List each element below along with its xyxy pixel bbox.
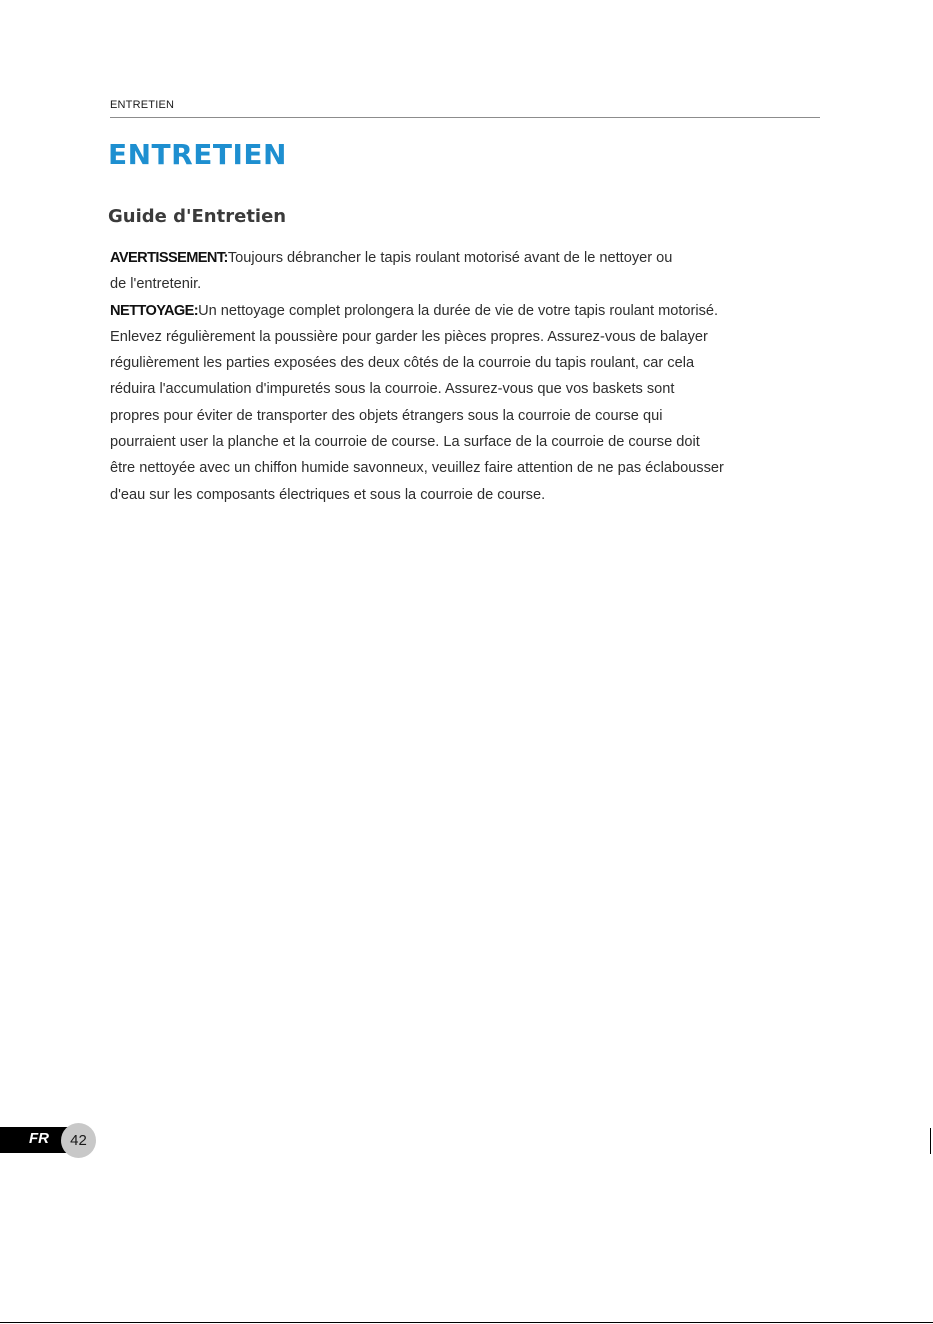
crop-mark	[930, 1128, 931, 1154]
cleaning-line: propres pour éviter de transporter des objets étrangers sous la courroie de course qui	[110, 407, 663, 424]
warning-text: Toujours débrancher le tapis roulant motorisé avant de le nettoyer ou	[227, 250, 673, 266]
cleaning-label: NETTOYAGE:	[110, 302, 199, 319]
cleaning-line: d'eau sur les composants électriques et sous la courroie de course.	[110, 486, 546, 503]
page-number-badge	[61, 1123, 96, 1158]
section-title: Guide d'Entretien	[108, 206, 287, 227]
footer-language-label: FR	[29, 1130, 49, 1147]
body-text	[110, 245, 850, 508]
header-divider	[110, 117, 820, 118]
warning-paragraph	[110, 245, 850, 271]
cleaning-line: pourraient user la planche et la courroie de course. La surface de la courroie de course doit	[110, 434, 700, 451]
cleaning-line: être nettoyée avec un chiffon humide savonneux, veuillez faire attention de ne pas éclabousser	[110, 460, 724, 477]
page-bottom-edge	[0, 1322, 933, 1323]
page-number: 42	[70, 1132, 87, 1149]
cleaning-paragraph	[110, 298, 850, 324]
warning-label: AVERTISSEMENT:	[110, 250, 228, 266]
cleaning-line: réduira l'accumulation d'impuretés sous la courroie. Assurez-vous que vos baskets sont	[110, 381, 675, 398]
running-header: ENTRETIEN	[110, 99, 175, 111]
cleaning-line: Enlevez régulièrement la poussière pour garder les pièces propres. Assurez-vous de balayer	[110, 328, 708, 345]
cleaning-line: régulièrement les parties exposées des deux côtés de la courroie du tapis roulant, car cela	[110, 355, 695, 372]
page-title: ENTRETIEN	[108, 138, 287, 171]
warning-continuation: de l'entretenir.	[110, 276, 202, 293]
cleaning-text: Un nettoyage complet prolongera la durée de vie de votre tapis roulant motorisé.	[198, 302, 719, 319]
